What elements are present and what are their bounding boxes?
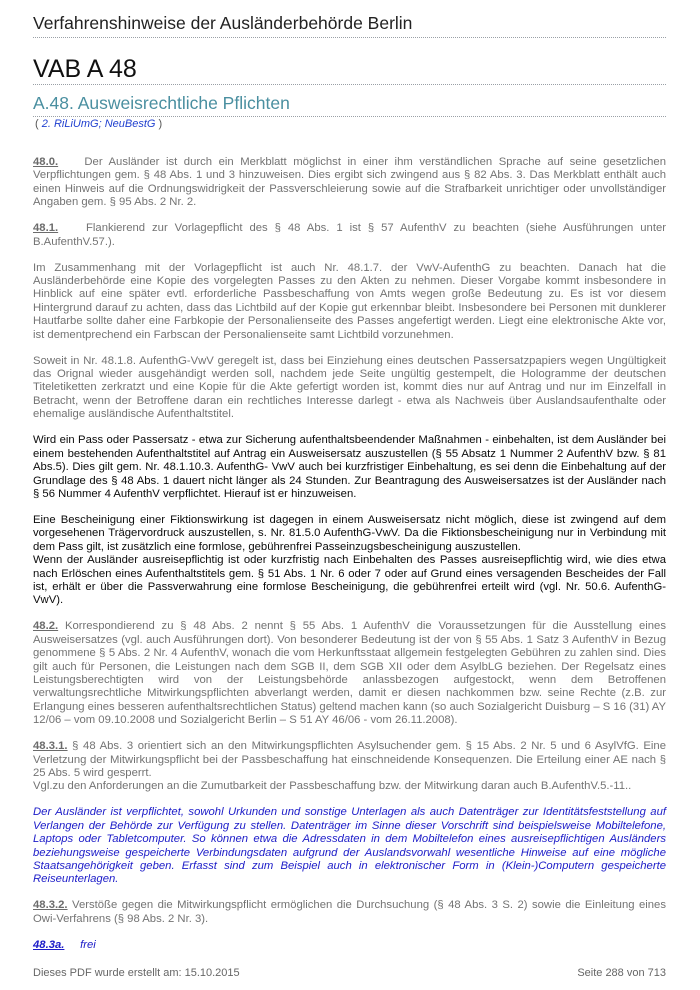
section-title: A.48. Ausweisrechtliche Pflichten bbox=[33, 93, 290, 113]
section-number-48-3-2[interactable]: 48.3.2. bbox=[33, 899, 68, 912]
section-number-48-1[interactable]: 48.1. bbox=[33, 222, 59, 235]
paragraph-text: Wird ein Pass oder Passersatz - etwa zur Sicherung aufenthaltsbeendender Maßnahmen - einbehalten, ist dem Ausländer bei einem bestehenden Aufenthaltstitel auf Antrag ein Ausweisersatz auszustellen (§ 55 Absatz 1 Nummer 2 AufenthV bzw. § 81 Abs.5). Dies gilt gem. Nr. 48.1.10.3. AufenthG- VwV auch bei kurzfristiger Einbehaltung, es sei denn die Einbehaltung auf der Grundlage des § 48 Abs. 1 dauert nicht länger als 24 Stunden. Zur Beantragung des Ausweisersatzes ist der Ausländer nach § 56 Nummer 4 AufenthV verpflichtet. Hierauf ist er hinzuweisen. bbox=[33, 434, 666, 500]
paragraph-48-3-2: 48.3.2. Verstöße gegen die Mitwirkungspflicht ermöglichen die Durchsuchung (§ 48 Abs. 3 S. 2) sowie die Einleitung eines Owi-Verfahrens (§ 98 Abs. 2 Nr. 3). bbox=[33, 899, 666, 925]
paragraph-text: Soweit in Nr. 48.1.8. AufenthG-VwV geregelt ist, dass bei Einziehung eines deutschen Passersatzpapiers wegen Ungültigkeit das Orignal wieder ausgehändigt werden soll, nachdem jede Seite ungültig gestempelt, die Hologramme der deutschen Titeletiketten zerkratzt und eine Kopie für die Akte gefertigt worden ist, kommt dies nur auf Antrag und nur im Einzelfall in Betracht, wenn der Betroffene daran ein rechtliches Interesse darlegt - etwa als Nachweis über Auslandsaufenthalte oder ehemalige ausländische Aufenthaltstitel. bbox=[33, 354, 666, 421]
paragraph-48-2: 48.2. Korrespondierend zu § 48 Abs. 2 nennt § 55 Abs. 1 AufenthV die Voraussetzungen für die Ausstellung eines Ausweisersatzes (vgl. auch Ausführungen dort). Von besonderer Bedeutung ist der von § 55 Abs. 1 Satz 3 AufenthV in Bezug genommene § 5 Abs. 2 Nr. 4 AufenthV, wonach die vom Herkunftsstaat allgemein festgelegten Gebühren zu zahlen sind. Dies gilt auch für Personen, die Leistungen nach dem SGB II, dem SGB XII oder dem AsylbLG beziehen. Der Regelsatz eines Leistungsberechtigten wird von der Leistungsbehörde anlassbezogen aufgestockt, wenn dem Betroffenen verwaltungsrechtliche Mitwirkungspflichten abverlangt werden, damit er diesen nachkommen bzw. seine Rechte (z.B. zur Erlangung eines besseren aufenthaltsrechtlichen Status) geltend machen kann (so auch Sozialgericht Duisburg – S 16 (31) AY 12/06 – vom 09.10.2008 und Sozialgericht Berlin – S 51 AY 46/06 - vom 26.11.2008). bbox=[33, 620, 666, 727]
page-number: Seite 288 von 713 bbox=[577, 967, 666, 979]
section-number-48-0[interactable]: 48.0. bbox=[33, 156, 59, 168]
paragraph-48-0: 48.0. Der Ausländer ist durch ein Merkblatt möglichst in einer ihm verständlichen Sprache auf seine gesetzlichen Verpflichtungen gem. § 48 Abs. 1 und 3 hinzuweisen. Dies ergibt sich zwingend aus § 82 Abs. 3. Das Merkblatt enthält auch einen Hinweis auf die Ordnungswidrigkeit der Passverschleierung sowie auf die Strafbarkeit unrichtiger oder unvollständiger Angaben gem. § 95 Abs. 2 Nr. 2. bbox=[33, 156, 666, 209]
reference-link-neubestg[interactable]: NeuBestG bbox=[104, 118, 156, 130]
legal-references: ( 2. RiLiUmG; NeuBestG ) bbox=[35, 118, 163, 130]
paragraph-48-3a: 48.3a. frei bbox=[33, 938, 96, 951]
paragraph-amendment: Der Ausländer ist verpflichtet, sowohl Urkunden und sonstige Unterlagen als auch Datenträger zur Identitätsfeststellung auf Verlangen der Behörde zur Verfügung zu stellen. Datenträger im Sinne dieser Vorschrift sind beispielsweise Mobiltelefone, Laptops oder Tabletcomputer. So können etwa die Adressdaten in dem Mobiltelefon eines ausreisepflichtigen Ausländers beziehungsweise gespeicherte Verbindungsdaten aufgrund der Auslandsvorwahl wesentliche Hinweise auf eine mögliche Staatsangehörigkeit geben. Erfasst sind zum Beispiel auch in elektronischer Form in (Klein-)Computern gespeicherte Reiseunterlagen. bbox=[33, 806, 666, 886]
paragraph-48-1: 48.1. Flankierend zur Vorlagepflicht des § 48 Abs. 1 ist § 57 AufenthV zu beachten (siehe Ausführungen unter B.AufenthV.57.). bbox=[33, 222, 666, 248]
document-title: VAB A 48 bbox=[33, 55, 137, 83]
section-number-48-3a[interactable]: 48.3a. bbox=[33, 938, 65, 951]
separator bbox=[33, 37, 666, 38]
separator bbox=[33, 84, 666, 85]
document-body bbox=[33, 156, 666, 965]
paragraph-text: Im Zusammenhang mit der Vorlagepflicht ist auch Nr. 48.1.7. der VwV-AufenthG zu beachten. Danach hat die Ausländerbehörde eine Kopie des vorgelegten Passes zu den Akten zu nehmen. Dieser Vorgabe kommt insbesondere in Hinblick auf eine später evtl. erforderliche Passbeschaffung von Amts wegen große Bedeutung zu. Es ist vor diesem Hintergrund darauf zu achten, dass das Lichtbild auf der Kopie gut erkennbar bleibt. Insbesondere bei Personen mit dunklerer Hautfarbe sollte daher eine Farbkopie der Personalienseite des Passes angefertigt werden. Liegt eine elektronische Akte vor, ist dementprechend ein Farbscan der Personalienseite samt Lichtbild vorzunehmen. bbox=[33, 261, 666, 341]
separator bbox=[33, 116, 666, 117]
section-number-48-3-1[interactable]: 48.3.1. bbox=[33, 740, 68, 753]
reference-link-rilium[interactable]: 2. RiLiUmG; bbox=[41, 118, 102, 130]
section-number-48-2[interactable]: 48.2. bbox=[33, 620, 59, 633]
paragraph-48-3-1: 48.3.1. § 48 Abs. 3 orientiert sich an den Mitwirkungspflichten Asylsuchender gem. § 15 Abs. 2 Nr. 5 und 6 AsylVfG. Eine Verletzung der Mitwirkungspflicht bei der Passbeschaffung hat einschneidende Konsequenzen. Die Erteilung einer AE nach § 25 Abs. 5 wird gesperrt. Vgl.zu den Anforderungen an die Zumutbarkeit der Passbeschaffung bzw. der Mitwirkung daran auch B.AufenthV.5.-11.. bbox=[33, 740, 667, 793]
paragraph-text: Eine Bescheinigung einer Fiktionswirkung ist dagegen in einem Ausweisersatz nicht möglich, diese ist zwingend auf dem vorgesehenen Trägervordruck auszustellen, s. Nr. 81.5.0 AufenthG-VwV. Da die Fiktionsbescheinigung nur in Verbindung mit dem Pass gilt, ist zusätzlich eine formlose, gebührenfrei Passeinzugsbescheinigung auszustellen. Wenn der Ausländer ausreisepflichtig ist oder kurzfristig nach Einbehalten des Passes ausreisepflichtig wird, wie dies etwa nach Erlöschen eines Aufenthaltstitels gem. § 51 Abs. 1 Nr. 6 oder 7 oder auf Grund eines versagenden Bescheides der Fall ist, erhält er über die Passverwahrung eine formlose Bescheinigung, die gebührenfrei erteilt wird (vgl. Nr. 50.6. AufenthG-VwV). bbox=[33, 513, 666, 607]
created-date: Dieses PDF wurde erstellt am: 15.10.2015 bbox=[33, 967, 240, 979]
site-title: Verfahrenshinweise der Ausländerbehörde Berlin bbox=[33, 13, 413, 33]
